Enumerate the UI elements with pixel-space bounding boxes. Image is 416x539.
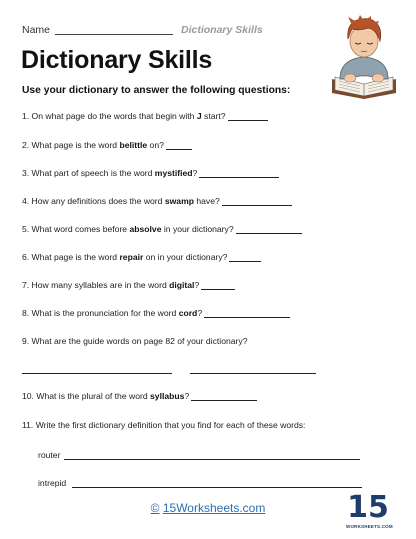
page-title: Dictionary Skills bbox=[21, 46, 213, 74]
definition-word-intrepid: intrepid bbox=[38, 478, 67, 488]
name-field-line[interactable] bbox=[55, 34, 173, 35]
answer-blank-1[interactable] bbox=[228, 111, 268, 121]
question-11: 11. Write the first dictionary definition that you find for each of these words: bbox=[22, 420, 306, 430]
definition-blank-intrepid[interactable] bbox=[72, 487, 362, 488]
answer-blank-8[interactable] bbox=[204, 308, 290, 318]
worksheets-logo bbox=[346, 490, 393, 532]
question-10: 10. What is the plural of the word syllabus? bbox=[22, 391, 257, 401]
instructions: Use your dictionary to answer the following questions: bbox=[22, 85, 291, 96]
answer-blank-3[interactable] bbox=[199, 168, 279, 178]
answer-blank-5[interactable] bbox=[236, 224, 302, 234]
guide-word-blank-2[interactable] bbox=[190, 373, 316, 374]
answer-blank-4[interactable] bbox=[222, 196, 292, 206]
answer-blank-10[interactable] bbox=[191, 391, 257, 401]
logo-number: 15 bbox=[347, 490, 389, 525]
question-2: 2. What page is the word belittle on? bbox=[22, 140, 192, 150]
question-8: 8. What is the pronunciation for the word cord? bbox=[22, 308, 290, 318]
question-1: 1. On what page do the words that begin with J start? bbox=[22, 111, 268, 121]
definition-blank-router[interactable] bbox=[64, 459, 360, 460]
question-7: 7. How many syllables are in the word digital? bbox=[22, 280, 235, 290]
question-3: 3. What part of speech is the word mystified? bbox=[22, 168, 279, 178]
question-5: 5. What word comes before absolve in your dictionary? bbox=[22, 224, 302, 234]
copyright-symbol: © bbox=[150, 501, 160, 515]
guide-word-blank-1[interactable] bbox=[22, 373, 172, 374]
logo-text: WORKSHEETS.COM bbox=[346, 524, 393, 529]
answer-blank-2[interactable] bbox=[166, 140, 192, 150]
definition-word-router: router bbox=[38, 450, 61, 460]
name-label: Name bbox=[22, 24, 51, 36]
question-6: 6. What page is the word repair on in your dictionary? bbox=[22, 252, 261, 262]
answer-blank-6[interactable] bbox=[229, 252, 261, 262]
question-4: 4. How any definitions does the word swamp have? bbox=[22, 196, 292, 206]
boy-reading-illustration bbox=[326, 13, 404, 99]
footer-site: 15Worksheets.com bbox=[162, 501, 266, 515]
answer-blank-7[interactable] bbox=[201, 280, 235, 290]
header-topic: Dictionary Skills bbox=[181, 24, 263, 36]
question-9: 9. What are the guide words on page 82 of your dictionary? bbox=[22, 336, 248, 346]
